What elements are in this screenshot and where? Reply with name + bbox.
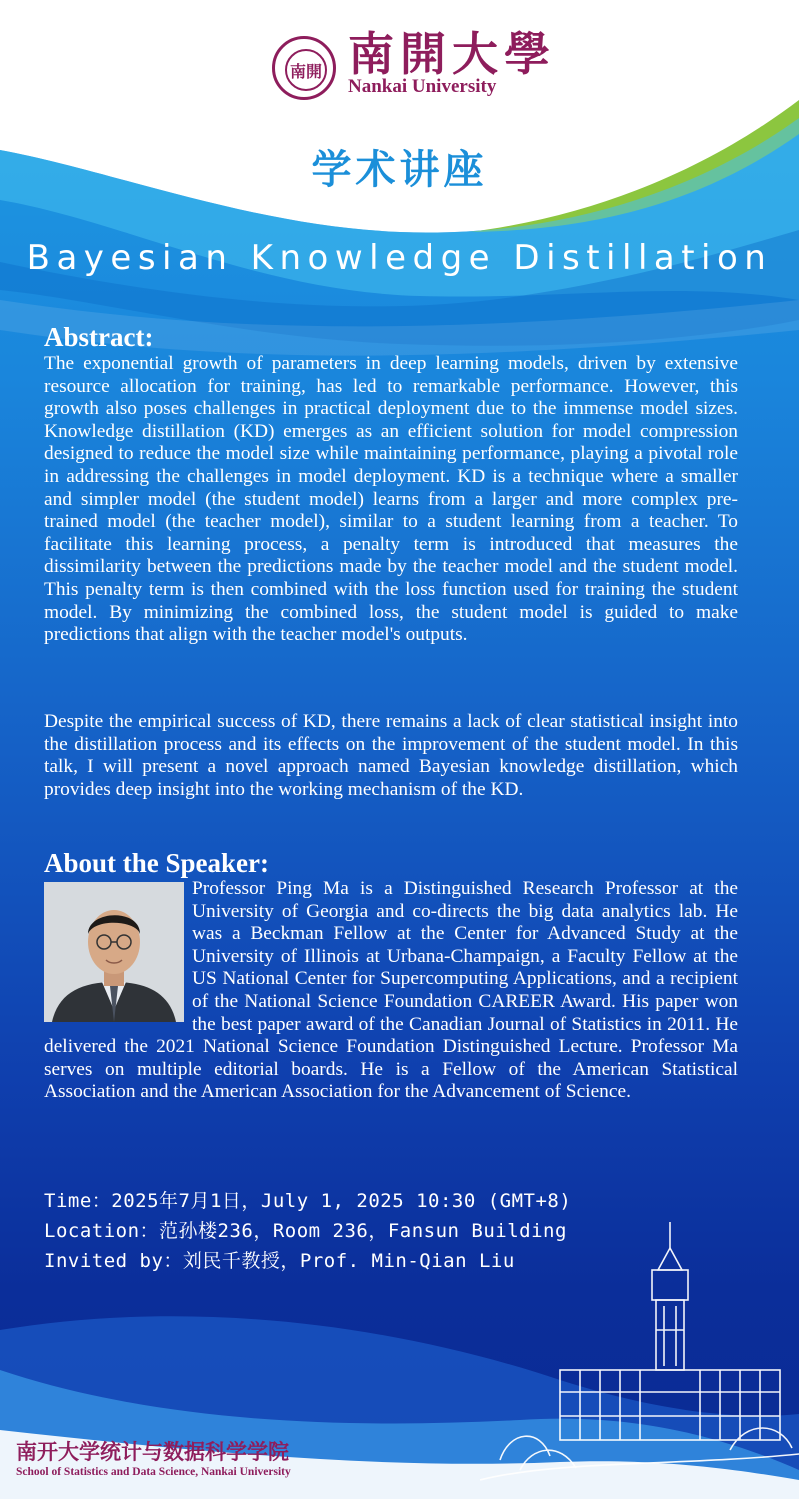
speaker-bio: Professor Ping Ma is a Distinguished Research Professor at the University of Georgia and co-directs the big data analytics lab. He was a Beckman Fellow at the Center for Advanced Study at the University of Illinois at Urbana-Champaign, a Faculty Fellow at the US National Center for Supercomputing Applications, and a recipient of the National Science Foundation CAREER Award. His paper won the best paper award of the Canadian Journal of Statistics in 2011. He delivered the 2021 National Science Foundation Distinguished Lecture. Professor Ma serves on multiple editorial boards. He is a Fellow of the American Statistical Association and the American Association for the Advancement of Science. [44, 878, 738, 1103]
university-logo [272, 18, 572, 102]
university-name-cn: 南開大學 [348, 27, 556, 81]
abstract-paragraph-1: The exponential growth of parameters in deep learning models, driven by extensive resource allocation for training, has led to remarkable performance. However, this growth also poses challenges in practical deployment due to the immense model sizes. Knowledge distillation (KD) emerges as an efficient solution for model compression designed to reduce the model size while maintaining performance, playing a pivotal role in addressing the challenges in model deployment. KD is a technique where a smaller and simpler model (the student model) learns from a larger and more complex pre-trained model (the teacher model), similar to a student learning from a teacher. To facilitate this learning process, a penalty term is introduced that measures the dissimilarity between the predictions made by the teacher model and the student model. This penalty term is then combined with the loss function used for training the student model. By minimizing the combined loss, the student model is guided to make predictions that align with the teacher model's outputs. [44, 353, 738, 646]
campus-building-illustration [480, 1210, 799, 1499]
abstract-heading: Abstract: [44, 322, 154, 352]
event-time: Time：2025年7月1日，July 1, 2025 10:30 (GMT+8) [44, 1190, 572, 1212]
school-name-cn: 南开大学统计与数据科学学院 [16, 1439, 289, 1464]
lecture-type-heading: 学术讲座 [311, 146, 488, 193]
school-name-en: School of Statistics and Data Science, Nankai University [16, 1466, 291, 1478]
event-location: Location：范孙楼236，Room 236，Fansun Building [44, 1220, 567, 1242]
university-name-en: Nankai University [348, 76, 497, 97]
event-invited-by: Invited by：刘民千教授，Prof. Min-Qian Liu [44, 1250, 515, 1272]
abstract-paragraph-2: Despite the empirical success of KD, there remains a lack of clear statistical insight into the distillation process and its effects on the improvement of the student model. In this talk, I will present a novel approach named Bayesian knowledge distillation, which provides deep insight into the working mechanism of the KD. [44, 711, 738, 800]
speaker-heading: About the Speaker: [44, 848, 270, 878]
university-seal-icon: 南開 [272, 36, 336, 100]
talk-title: Bayesian Knowledge Distillation [26, 238, 773, 278]
